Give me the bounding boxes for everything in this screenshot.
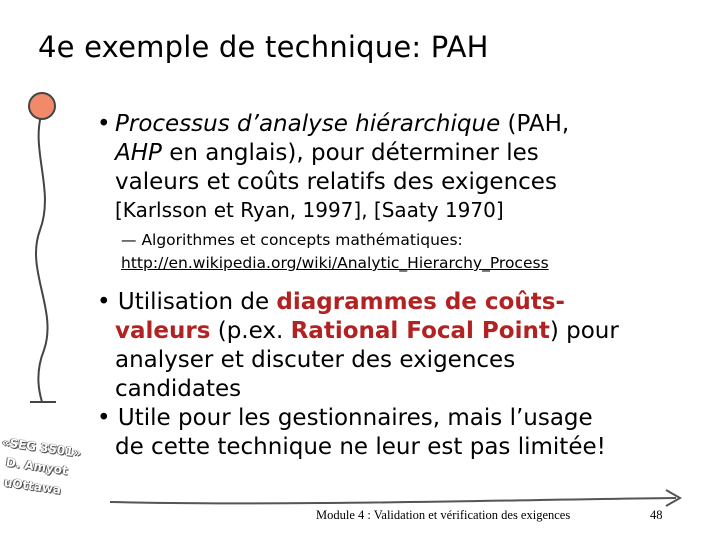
citation: [Karlsson et Ryan, 1997], [Saaty 1970] — [115, 198, 504, 222]
ahp-term-english: AHP — [115, 140, 162, 166]
sub-bullet-text: Algorithmes et concepts mathématiques: — [141, 231, 463, 249]
cost-value-text-2: (p.ex. — [210, 318, 291, 344]
slide-title: 4e exemple de technique: PAH — [38, 30, 489, 64]
bullet-managers-line1 — [97, 404, 697, 433]
bullet-marker: • — [97, 405, 111, 431]
sub-bullet-dash: — — [121, 231, 137, 249]
ahp-line2-rest: en anglais), pour déterminer les — [161, 140, 539, 166]
wikipedia-ahp-link[interactable]: http://en.wikipedia.org/wiki/Analytic_Hierarchy_Process — [121, 254, 549, 272]
bullet-cost-value-line2 — [97, 317, 697, 346]
cost-value-text-3: ) pour — [549, 318, 619, 344]
ahp-line3: valeurs et coûts relatifs des exigences — [115, 169, 557, 195]
course-stamp — [1, 432, 82, 497]
bullet-cost-value-line4: candidates — [115, 376, 242, 402]
stamp-university: uOttawa — [3, 475, 62, 497]
ahp-line1-rest: (PAH, — [500, 111, 570, 137]
slide-footer: Module 4 : Validation et vérification des exigences — [316, 508, 571, 522]
bullet-ahp — [97, 110, 687, 197]
timeline-circle — [29, 93, 55, 119]
bullet-marker: • — [97, 289, 111, 315]
bullet-cost-value-line1 — [97, 288, 697, 317]
ahp-term-french: Processus d’analyse hiérarchique — [115, 111, 501, 137]
stamp-course-code: «SEG 3501» — [1, 435, 82, 461]
cost-value-diagram-term: diagrammes de coûts- — [276, 289, 565, 315]
bullet-marker: • — [97, 111, 111, 137]
bullet-managers-line2: de cette technique ne leur est pas limitée! — [115, 434, 606, 460]
sub-bullet-algorithms — [97, 227, 687, 253]
managers-text-1: Utile pour les gestionnaires, mais l’usage — [117, 405, 593, 431]
stamp-author: D. Amyot — [5, 455, 69, 478]
wavy-line — [36, 112, 48, 402]
rational-focal-point-term: Rational Focal Point — [290, 318, 550, 344]
footer-arrow-line — [110, 498, 676, 503]
bullet-list-top — [97, 110, 687, 273]
bullet-cost-value-line3: analyser et discuter des exigences — [115, 347, 516, 373]
bullet-list-bottom — [97, 288, 697, 462]
page-number: 48 — [650, 508, 663, 522]
cost-value-text-1: Utilisation de — [117, 289, 277, 315]
cost-value-term-end: valeurs — [115, 318, 211, 344]
